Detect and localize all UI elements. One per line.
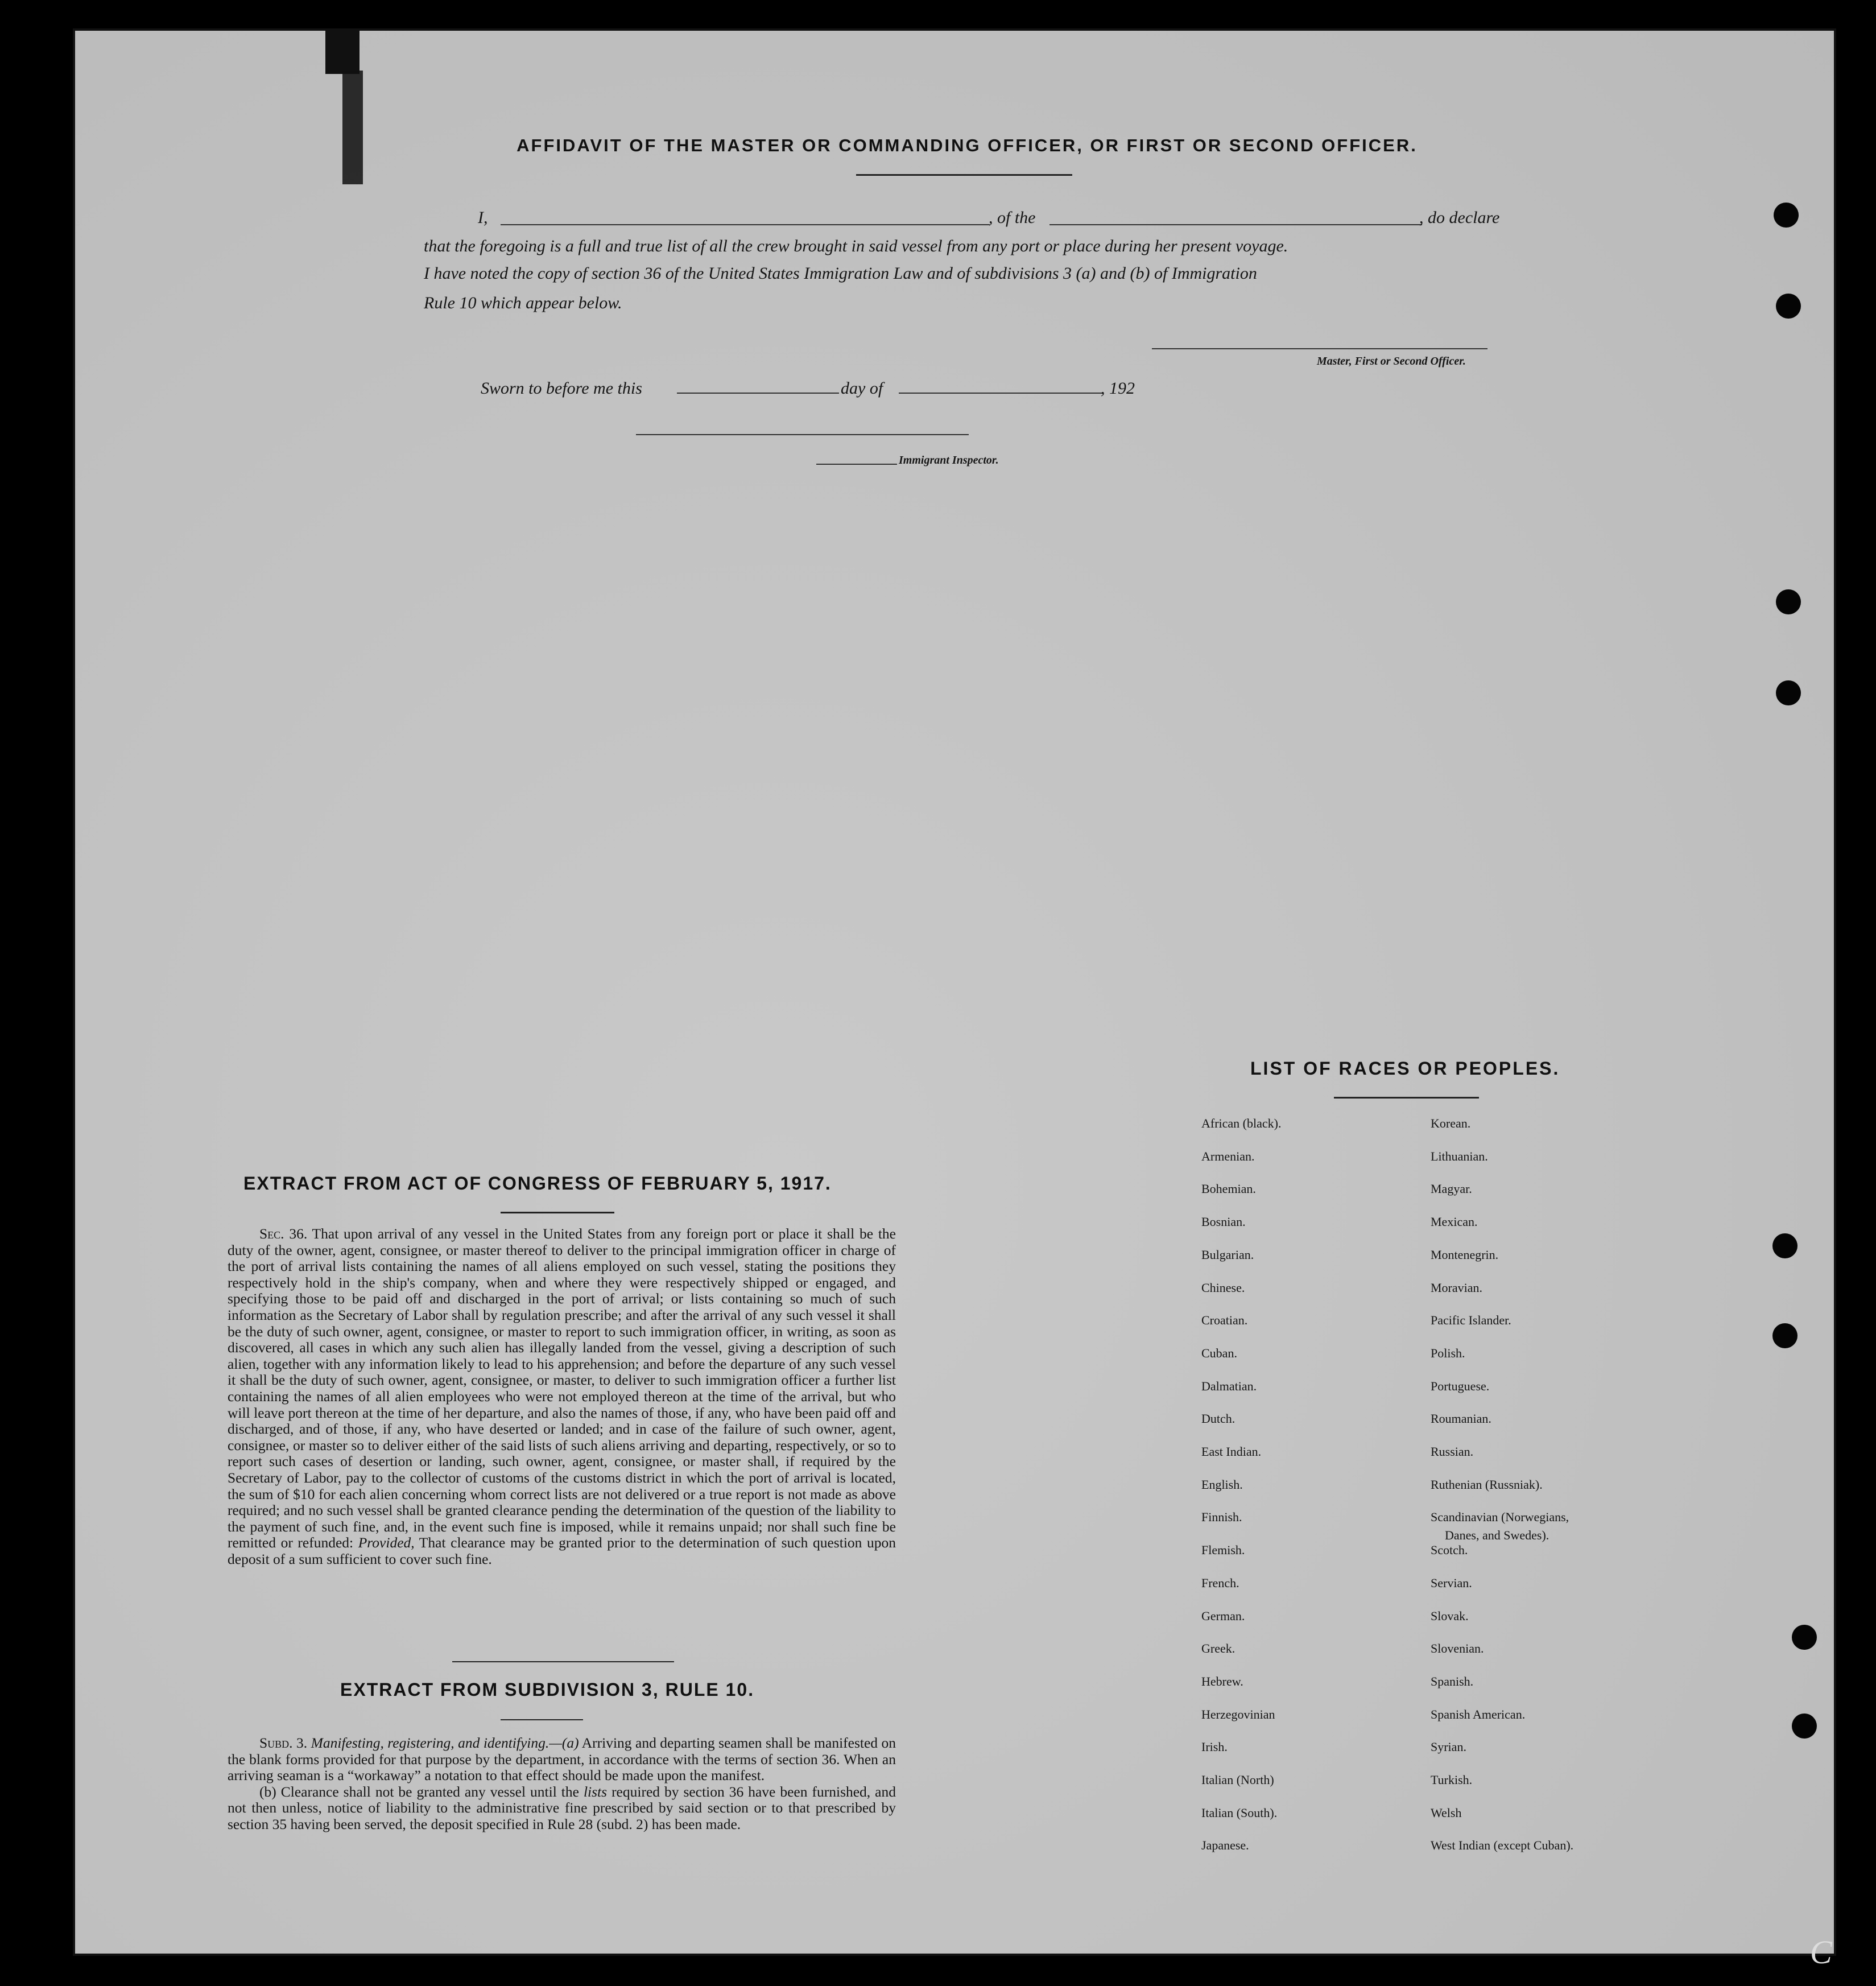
subd-b-text-2: required by section 36 have been furnished, and not then unless, notice of liability to the administrative fine prescribed by said section or to that prescribed by section 35 having been served, the deposit specified in Rule 28 (subd. 2) has been made. (228, 1783, 896, 1832)
subd-b-text-1: Clearance shall not be granted any vessel until the (280, 1783, 579, 1800)
race-item: Dalmatian. (1201, 1379, 1257, 1393)
race-item: Ruthenian (Russniak). (1431, 1477, 1543, 1492)
inspector-caption-line (816, 464, 897, 465)
race-item: Moravian. (1431, 1281, 1483, 1295)
race-item: Flemish. (1201, 1543, 1245, 1557)
race-item: Spanish. (1431, 1674, 1474, 1688)
binder-hole (1776, 589, 1801, 614)
affidavit-of-the: , of the (989, 208, 1036, 227)
race-item: Greek. (1201, 1641, 1235, 1655)
master-signature-line (1152, 348, 1487, 349)
binder-hole (1792, 1714, 1817, 1739)
race-item: Montenegrin. (1431, 1248, 1499, 1262)
provided-word: Provided, (358, 1534, 415, 1551)
sec-36-body: That upon arrival of any vessel in the United States from any foreign port or place it shall be the duty of the owner, agent, consignee, or master thereof to deliver to the principal immigration officer in charge of the port of arrival lists containing the names of all aliens employed on such vessel, stating the positions they respectively hold in the ship's company, when and where they were respectively shipped or engaged, and specifying those to be paid off and discharged in the port of arrival; or lists containing so much of such information as the Secretary of Labor shall by regulation prescribe; and after the arrival of any such vessel it shall be the duty of such owner, agent, consignee, or master to report to such immigration officer, in writing, as soon as discovered, all cases in which any such alien has illegally landed from the vessel, giving a description of such alien, together with any information likely to lead to his apprehension; and before the departure of any such vessel it shall be the duty of such owner, agent, consignee, or master, to deliver to such immigration officer a further list containing the names of all alien employees who were not employed thereon at the time of the arrival, but who will leave port thereon at the time of her departure, and also the names of those, if any, who have been paid off and discharged, and of those, if any, who have deserted or landed; and in case of the failure of such owner, agent, consignee, or master so to deliver either of the said lists of such aliens arriving and departing, respectively, or so to report such cases of desertion or landing, such owner, agent, consignee, or master shall, if required by the Secretary of Labor, pay to the collector of customs of the customs district in which the port of arrival is located, the sum of $10 for each alien concerning whom correct lists are not delivered or a true report is not made as above required; and no such vessel shall be granted clearance pending the determination of the question of the liability to the payment of such fine, and, in the event such fine is imposed, while it remains unpaid; nor shall such fine be remitted or refunded: (228, 1225, 896, 1551)
race-item: English. (1201, 1477, 1243, 1492)
race-item: Croatian. (1201, 1313, 1248, 1327)
race-item: Turkish. (1431, 1773, 1473, 1787)
extract-rule-rule (501, 1719, 583, 1720)
race-item: Slovenian. (1431, 1641, 1484, 1655)
affidavit-title-rule (856, 174, 1072, 176)
inspector-signature-line (636, 434, 969, 435)
binder-hole (1772, 1233, 1798, 1258)
race-item: Bulgarian. (1201, 1248, 1254, 1262)
subd-b-label: (b) (259, 1783, 276, 1800)
race-item: Roumanian. (1431, 1411, 1491, 1426)
affidavit-do-declare: , do declare (1419, 208, 1500, 227)
sworn-day-line (677, 393, 839, 394)
subd-b-lists: lists (583, 1783, 608, 1800)
race-item: Portuguese. (1431, 1379, 1490, 1393)
race-item: Chinese. (1201, 1281, 1245, 1295)
binder-hole (1772, 1323, 1798, 1348)
subd-heading: Manifesting, registering, and identifying.—(a) (311, 1735, 579, 1751)
vessel-blank-line (1049, 224, 1422, 225)
document-page (73, 28, 1836, 1956)
race-item: West Indian (except Cuban). (1431, 1838, 1574, 1852)
sec-36-tail: That clearance may be granted prior to the determination of such question upon deposit of a sum sufficient to cover such fine. (228, 1534, 896, 1567)
races-title-rule (1334, 1097, 1479, 1099)
race-item: German. (1201, 1609, 1245, 1623)
race-item: Pacific Islander. (1431, 1313, 1511, 1327)
extract-act-rule (501, 1212, 614, 1213)
race-item: French. (1201, 1576, 1239, 1590)
binder-hole (1792, 1625, 1817, 1650)
race-item: Cuban. (1201, 1346, 1237, 1360)
race-item: Servian. (1431, 1576, 1472, 1590)
extract-rule-title: EXTRACT FROM SUBDIVISION 3, RULE 10. (340, 1679, 755, 1700)
sworn-month-line (899, 393, 1104, 394)
sworn-day-of: day of (841, 379, 883, 398)
extract-divider-rule (452, 1661, 674, 1662)
subd-label: Subd. 3. (259, 1735, 308, 1751)
race-item: African (black). (1201, 1116, 1282, 1130)
torn-corner-mark (325, 28, 360, 74)
race-item: Bosnian. (1201, 1215, 1246, 1229)
race-item: Armenian. (1201, 1149, 1255, 1163)
master-caption: Master, First or Second Officer. (1317, 355, 1466, 368)
edge-damage-mark (342, 71, 363, 184)
race-item: Bohemian. (1201, 1182, 1256, 1196)
race-scandinavian-continuation: Danes, and Swedes). (1445, 1528, 1549, 1542)
race-item: Korean. (1431, 1116, 1471, 1130)
extract-act-title: EXTRACT FROM ACT OF CONGRESS OF FEBRUARY 5, 1917. (243, 1173, 832, 1194)
race-item: East Indian. (1201, 1444, 1262, 1459)
subd-para-a: Arriving and departing seamen shall be manifested on the blank forms provided for that purpose by the department, in accordance with the terms of section 36. When an arriving seaman is a “workaway” a notation to that effect should be made upon the manifest. (228, 1735, 896, 1784)
affidavit-line-3: I have noted the copy of section 36 of the United States Immigration Law and of subdivisions 3 (a) and (b) of Immigration (424, 264, 1257, 283)
races-title: LIST OF RACES OR PEOPLES. (1250, 1058, 1560, 1079)
race-item: Magyar. (1431, 1182, 1472, 1196)
race-item: Mexican. (1431, 1215, 1478, 1229)
race-item: Slovak. (1431, 1609, 1469, 1623)
binder-hole (1776, 680, 1801, 705)
race-item: Dutch. (1201, 1411, 1235, 1426)
race-item: Herzegovinian (1201, 1707, 1275, 1721)
race-item: Polish. (1431, 1346, 1465, 1360)
sworn-prefix: Sworn to before me this (481, 379, 642, 398)
sec-label: Sec. 36. (259, 1225, 308, 1242)
race-item: Italian (South). (1201, 1806, 1278, 1820)
sworn-year: , 192 (1101, 379, 1135, 398)
race-item: Irish. (1201, 1740, 1228, 1754)
section-36-text (228, 1226, 896, 1567)
race-item: Spanish American. (1431, 1707, 1526, 1721)
binder-hole (1776, 294, 1801, 319)
race-item: Italian (North) (1201, 1773, 1274, 1787)
inspector-caption: Immigrant Inspector. (899, 454, 999, 466)
race-item: Finnish. (1201, 1510, 1242, 1524)
binder-hole (1774, 203, 1799, 228)
race-item: Welsh (1431, 1806, 1462, 1820)
race-item: Scotch. (1431, 1543, 1468, 1557)
race-item: Russian. (1431, 1444, 1474, 1459)
affidavit-title: AFFIDAVIT OF THE MASTER OR COMMANDING OFFICER, OR FIRST OR SECOND OFFICER. (516, 135, 1418, 155)
affidavit-line-4: Rule 10 which appear below. (424, 294, 622, 312)
affidavit-line-2: that the foregoing is a full and true list of all the crew brought in said vessel from any port or place during her present voyage. (424, 237, 1288, 255)
margin-handwritten-mark: C (1810, 1934, 1832, 1971)
name-blank-line (501, 224, 990, 225)
subdivision-3-text (228, 1735, 896, 1833)
affidavit-i: I, (478, 208, 488, 227)
race-item: Syrian. (1431, 1740, 1466, 1754)
race-item: Hebrew. (1201, 1674, 1243, 1688)
race-item: Japanese. (1201, 1838, 1249, 1852)
race-item: Lithuanian. (1431, 1149, 1488, 1163)
race-item: Scandinavian (Norwegians, (1431, 1510, 1569, 1524)
